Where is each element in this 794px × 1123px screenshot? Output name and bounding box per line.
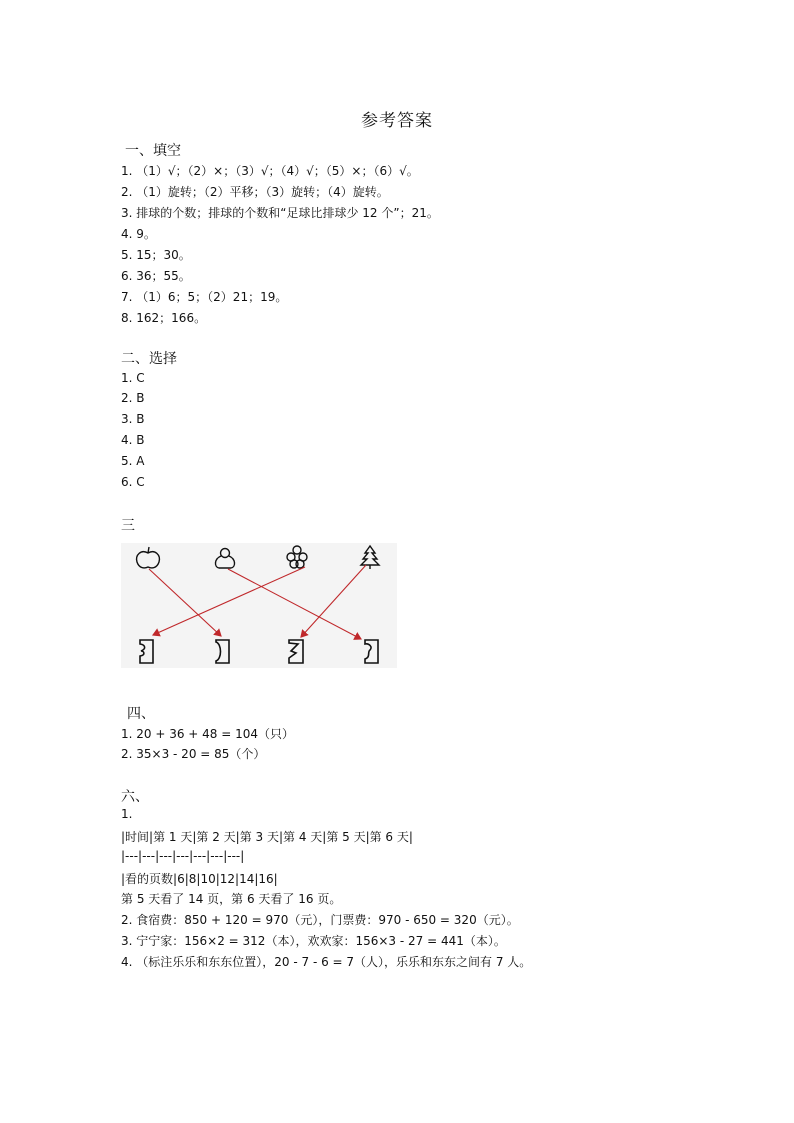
s6-line-6: 2. 食宿费：850 + 120 = 970（元），门票费：970 - 650 = 320（元）。 — [121, 913, 519, 927]
s2-line-3: 3. B — [121, 412, 145, 426]
section-3-heading: 三 — [121, 518, 135, 534]
matching-diagram — [121, 543, 397, 668]
s2-line-6: 6. C — [121, 475, 145, 489]
section-1-heading: 一、填空 — [125, 143, 181, 159]
s6-table-header-row: |时间|第 1 天|第 2 天|第 3 天|第 4 天|第 5 天|第 6 天| — [121, 830, 413, 844]
s6-line-8: 4. （标注乐乐和东东位置），20 - 7 - 6 = 7（人），乐乐和东东之间有 7 人。 — [121, 955, 532, 969]
s1-line-6: 6. 36；55。 — [121, 269, 191, 283]
s1-line-3: 3. 排球的个数；排球的个数和“足球比排球少 12 个”；21。 — [121, 206, 439, 220]
s6-line-7: 3. 宁宁家：156×2 = 312（本），欢欢家：156×3 - 27 = 441（本）。 — [121, 934, 506, 948]
s1-line-5: 5. 15；30。 — [121, 248, 191, 262]
s2-line-1: 1. C — [121, 371, 145, 385]
s2-line-5: 5. A — [121, 454, 145, 468]
s6-line-1: 1. — [121, 807, 133, 821]
s1-line-1: 1. （1）√；（2）×；（3）√；（4）√；（5）×；（6）√。 — [121, 164, 419, 178]
s2-line-2: 2. B — [121, 391, 145, 405]
page-title: 参考答案 — [361, 111, 433, 131]
s1-line-7: 7. （1）6；5；（2）21；19。 — [121, 290, 288, 304]
s1-line-8: 8. 162；166。 — [121, 311, 207, 325]
diagram-background — [121, 543, 397, 668]
s6-table-separator-row: |---|---|---|---|---|---|---| — [121, 849, 245, 863]
s1-line-4: 4. 9。 — [121, 227, 156, 241]
section-6-heading: 六、 — [121, 789, 149, 805]
s2-line-4: 4. B — [121, 433, 145, 447]
s6-table-data-row: |看的页数|6|8|10|12|14|16| — [121, 872, 278, 886]
section-2-heading: 二、选择 — [121, 351, 177, 367]
s4-line-2: 2. 35×3 - 20 = 85（个） — [121, 747, 266, 761]
s1-line-2: 2. （1）旋转；（2）平移；（3）旋转；（4）旋转。 — [121, 185, 389, 199]
s6-line-5: 第 5 天看了 14 页，第 6 天看了 16 页。 — [121, 892, 342, 906]
section-4-heading: 四、 — [127, 706, 155, 722]
s4-line-1: 1. 20 + 36 + 48 = 104（只） — [121, 727, 295, 741]
